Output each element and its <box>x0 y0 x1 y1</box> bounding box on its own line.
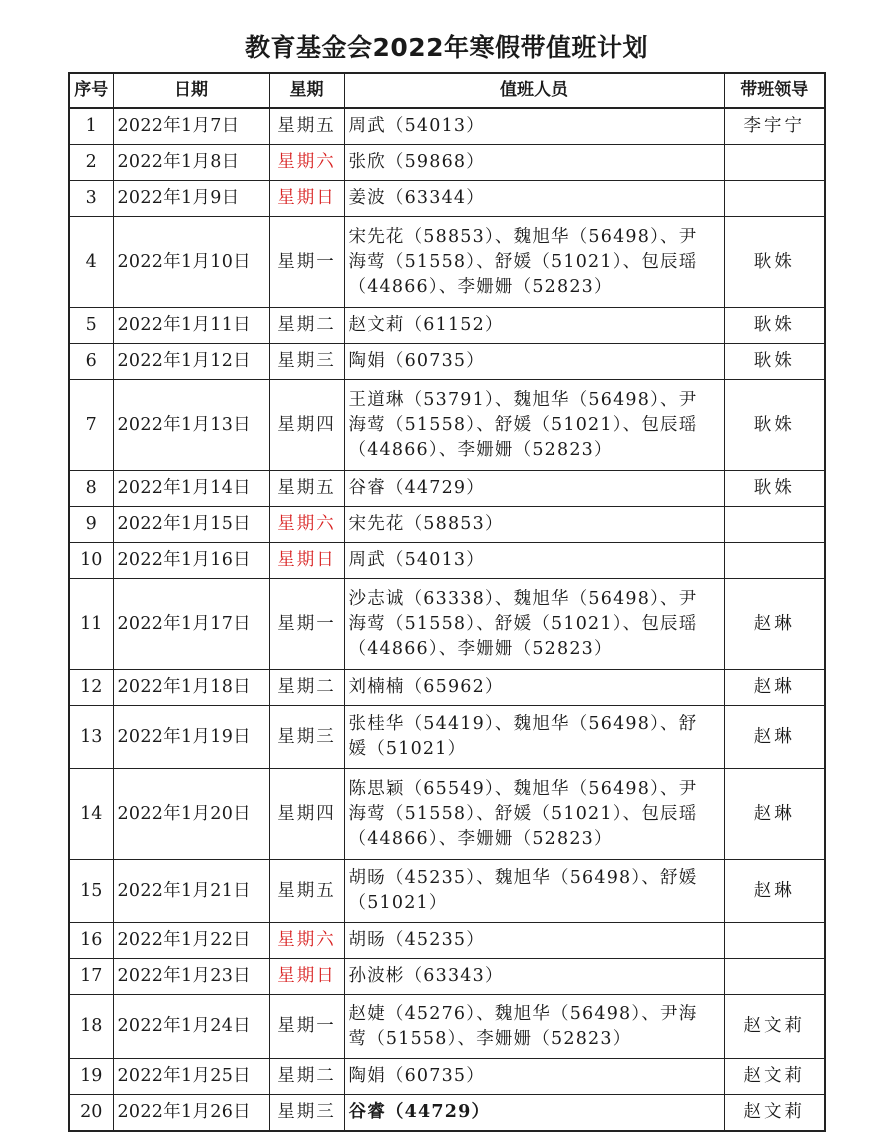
row-staff: 陈思颖（65549）、魏旭华（56498）、尹海莺（51558）、舒媛（51021）、包辰瑶（44866）、李姗姗（52823） <box>344 769 724 860</box>
row-staff: 沙志诚（63338）、魏旭华（56498）、尹海莺（51558）、舒媛（51021）、包辰瑶（44866）、李姗姗（52823） <box>344 579 724 670</box>
row-staff: 陶娟（60735） <box>344 1059 724 1095</box>
row-date: 2022年1月12日 <box>113 344 269 380</box>
table-row <box>69 860 825 923</box>
row-weekday: 星期六 <box>269 923 344 959</box>
table-header-row <box>69 73 825 108</box>
row-leader: 赵琳 <box>724 706 825 769</box>
row-weekday: 星期日 <box>269 543 344 579</box>
row-leader: 赵文莉 <box>724 1095 825 1132</box>
table-row <box>69 959 825 995</box>
row-index: 1 <box>69 108 113 145</box>
row-staff: 王道琳（53791）、魏旭华（56498）、尹海莺（51558）、舒媛（51021）、包辰瑶（44866）、李姗姗（52823） <box>344 380 724 471</box>
row-date: 2022年1月15日 <box>113 507 269 543</box>
table-row <box>69 380 825 471</box>
row-date: 2022年1月23日 <box>113 959 269 995</box>
row-weekday: 星期三 <box>269 344 344 380</box>
row-date: 2022年1月20日 <box>113 769 269 860</box>
page-title: 教育基金会2022年寒假带值班计划 <box>244 33 649 62</box>
table-body <box>69 108 825 1131</box>
row-weekday: 星期一 <box>269 995 344 1059</box>
row-date: 2022年1月24日 <box>113 995 269 1059</box>
row-leader: 赵琳 <box>724 860 825 923</box>
row-weekday: 星期日 <box>269 959 344 995</box>
row-date: 2022年1月11日 <box>113 308 269 344</box>
row-weekday: 星期二 <box>269 308 344 344</box>
row-index: 13 <box>69 706 113 769</box>
row-date: 2022年1月25日 <box>113 1059 269 1095</box>
table-row <box>69 1095 825 1132</box>
row-leader: 耿姝 <box>724 380 825 471</box>
row-leader: 耿姝 <box>724 344 825 380</box>
row-staff: 刘楠楠（65962） <box>344 670 724 706</box>
row-staff: 赵文莉（61152） <box>344 308 724 344</box>
row-weekday: 星期四 <box>269 380 344 471</box>
table-row <box>69 995 825 1059</box>
table-row <box>69 181 825 217</box>
row-index: 14 <box>69 769 113 860</box>
row-staff: 谷睿（44729） <box>344 1095 724 1132</box>
row-index: 2 <box>69 145 113 181</box>
row-date: 2022年1月10日 <box>113 217 269 308</box>
table-row <box>69 543 825 579</box>
table-row <box>69 108 825 145</box>
row-staff: 宋先花（58853）、魏旭华（56498）、尹海莺（51558）、舒媛（51021）、包辰瑶（44866）、李姗姗（52823） <box>344 217 724 308</box>
row-date: 2022年1月16日 <box>113 543 269 579</box>
header-weekday: 星期 <box>269 73 344 108</box>
table-row <box>69 217 825 308</box>
row-weekday: 星期五 <box>269 108 344 145</box>
row-date: 2022年1月22日 <box>113 923 269 959</box>
row-leader <box>724 923 825 959</box>
table-row <box>69 923 825 959</box>
row-date: 2022年1月8日 <box>113 145 269 181</box>
table-row <box>69 471 825 507</box>
table-row <box>69 769 825 860</box>
row-staff: 谷睿（44729） <box>344 471 724 507</box>
row-index: 6 <box>69 344 113 380</box>
row-staff: 张桂华（54419）、魏旭华（56498）、舒媛（51021） <box>344 706 724 769</box>
row-leader: 赵文莉 <box>724 1059 825 1095</box>
row-weekday: 星期日 <box>269 181 344 217</box>
row-weekday: 星期二 <box>269 1059 344 1095</box>
table-row <box>69 308 825 344</box>
row-index: 15 <box>69 860 113 923</box>
row-leader: 耿姝 <box>724 471 825 507</box>
row-leader <box>724 507 825 543</box>
table-row <box>69 706 825 769</box>
row-staff: 胡旸（45235）、魏旭华（56498）、舒媛（51021） <box>344 860 724 923</box>
row-weekday: 星期二 <box>269 670 344 706</box>
row-date: 2022年1月9日 <box>113 181 269 217</box>
row-index: 8 <box>69 471 113 507</box>
header-index: 序号 <box>69 73 113 108</box>
row-leader: 李宇宁 <box>724 108 825 145</box>
header-staff: 值班人员 <box>344 73 724 108</box>
row-date: 2022年1月17日 <box>113 579 269 670</box>
row-leader: 赵琳 <box>724 670 825 706</box>
row-index: 5 <box>69 308 113 344</box>
row-date: 2022年1月18日 <box>113 670 269 706</box>
row-leader: 赵琳 <box>724 579 825 670</box>
row-index: 7 <box>69 380 113 471</box>
header-date: 日期 <box>113 73 269 108</box>
row-staff: 赵婕（45276）、魏旭华（56498）、尹海莺（51558）、李姗姗（52823） <box>344 995 724 1059</box>
duty-schedule-table <box>68 72 826 1132</box>
row-date: 2022年1月7日 <box>113 108 269 145</box>
row-weekday: 星期六 <box>269 507 344 543</box>
row-leader: 耿姝 <box>724 308 825 344</box>
row-staff: 周武（54013） <box>344 108 724 145</box>
row-weekday: 星期六 <box>269 145 344 181</box>
row-weekday: 星期三 <box>269 1095 344 1132</box>
row-index: 10 <box>69 543 113 579</box>
row-index: 17 <box>69 959 113 995</box>
table-row <box>69 579 825 670</box>
row-leader <box>724 145 825 181</box>
row-date: 2022年1月14日 <box>113 471 269 507</box>
row-index: 3 <box>69 181 113 217</box>
row-leader <box>724 543 825 579</box>
row-index: 4 <box>69 217 113 308</box>
row-leader: 耿姝 <box>724 217 825 308</box>
row-date: 2022年1月26日 <box>113 1095 269 1132</box>
row-leader <box>724 181 825 217</box>
row-index: 11 <box>69 579 113 670</box>
row-weekday: 星期一 <box>269 217 344 308</box>
table-row <box>69 1059 825 1095</box>
row-weekday: 星期五 <box>269 471 344 507</box>
row-index: 19 <box>69 1059 113 1095</box>
row-weekday: 星期一 <box>269 579 344 670</box>
row-staff: 姜波（63344） <box>344 181 724 217</box>
row-staff: 胡旸（45235） <box>344 923 724 959</box>
row-staff: 宋先花（58853） <box>344 507 724 543</box>
row-date: 2022年1月19日 <box>113 706 269 769</box>
row-index: 20 <box>69 1095 113 1132</box>
row-index: 12 <box>69 670 113 706</box>
row-index: 9 <box>69 507 113 543</box>
row-leader: 赵文莉 <box>724 995 825 1059</box>
row-index: 16 <box>69 923 113 959</box>
row-staff: 孙波彬（63343） <box>344 959 724 995</box>
row-weekday: 星期四 <box>269 769 344 860</box>
table-row <box>69 145 825 181</box>
table-row <box>69 344 825 380</box>
row-leader: 赵琳 <box>724 769 825 860</box>
row-weekday: 星期三 <box>269 706 344 769</box>
header-leader: 带班领导 <box>724 73 825 108</box>
row-leader <box>724 959 825 995</box>
row-staff: 周武（54013） <box>344 543 724 579</box>
row-staff: 张欣（59868） <box>344 145 724 181</box>
row-date: 2022年1月13日 <box>113 380 269 471</box>
row-staff: 陶娟（60735） <box>344 344 724 380</box>
table-row <box>69 670 825 706</box>
row-weekday: 星期五 <box>269 860 344 923</box>
table-row <box>69 507 825 543</box>
row-date: 2022年1月21日 <box>113 860 269 923</box>
row-index: 18 <box>69 995 113 1059</box>
